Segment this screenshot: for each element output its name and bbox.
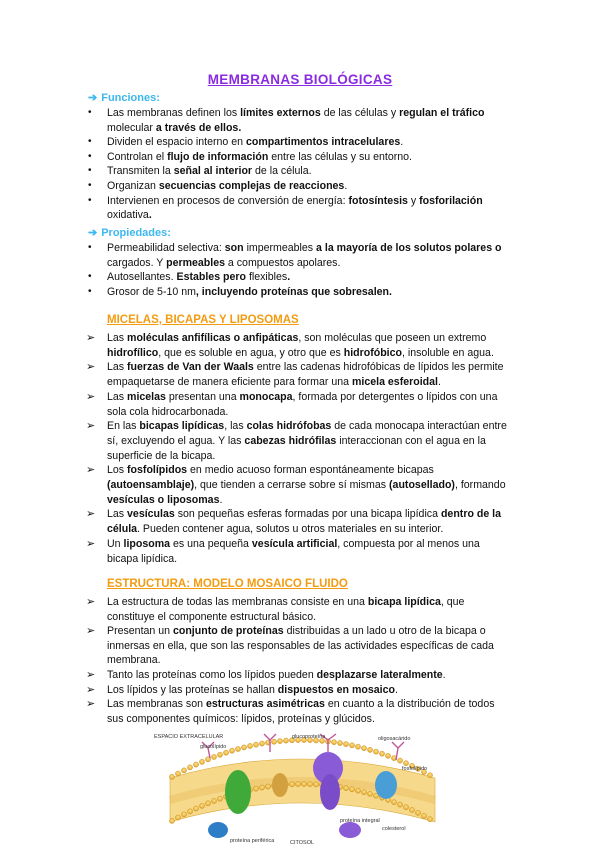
text-run: empaquetarse de manera eficiente para formar una	[107, 376, 352, 389]
phospholipid-head	[259, 741, 264, 746]
phospholipid-head	[289, 782, 294, 787]
text-run: Los	[107, 464, 128, 477]
text-run: Tanto las proteínas como los lípidos pueden	[107, 669, 317, 681]
cytosol-label: CITOSOL	[290, 840, 315, 846]
arrow-bullet-icon: ➢	[86, 332, 96, 344]
text-run: Las membranas definen los	[107, 107, 241, 119]
text-run: , formada por detergentes o lípidos con una	[292, 390, 498, 403]
text-run: .	[442, 669, 446, 681]
text-line	[107, 653, 161, 667]
phospholipid-head	[217, 796, 222, 801]
text-run: flexibles	[248, 271, 288, 284]
phospholipid-head	[367, 747, 372, 752]
bold-text: moléculas anfifílicas o anfipáticas	[127, 332, 299, 344]
text-run: , que	[440, 596, 465, 608]
bullet-icon: •	[88, 136, 92, 148]
bold-text: .	[148, 209, 152, 222]
bold-text: flujo de información	[167, 150, 269, 163]
phospholipid-head	[409, 807, 414, 812]
phospholipid-head	[169, 818, 174, 823]
phospholipid-head	[169, 774, 174, 779]
phospholipid-head	[385, 753, 390, 758]
phospholipid-head	[343, 741, 348, 746]
phospholipid-head	[187, 809, 192, 814]
text-line	[107, 639, 494, 653]
text-line	[107, 712, 375, 726]
text-run: Presentan un	[107, 625, 173, 638]
text-run: de cada monocapa interactúan entre	[331, 420, 507, 433]
text-run: Las	[107, 361, 128, 374]
arrow-right-icon: ➔	[88, 227, 98, 239]
text-run: , formando	[454, 479, 506, 491]
phospholipid-head	[415, 810, 420, 815]
bold-text: hidrofóbico	[343, 346, 402, 359]
phospholipid-head	[355, 788, 360, 793]
text-run: La estructura de todas las membranas consiste en una	[107, 596, 368, 608]
text-run: , las	[224, 420, 247, 433]
phospholipid-head	[253, 742, 258, 747]
phospholipid-head	[175, 771, 180, 776]
bold-text: fosfolípidos	[127, 464, 188, 477]
bold-text: bicapas lipídicas	[139, 420, 225, 433]
arrow-bullet-icon: ➢	[86, 361, 96, 374]
text-run: en medio acuoso forman espontáneamente bicapas	[187, 464, 434, 477]
bold-text: conjunto de proteínas	[172, 625, 284, 638]
text-line	[107, 150, 412, 164]
arrow-bullet-icon: ➢	[86, 390, 96, 403]
phospholipid-head	[211, 798, 216, 803]
text-run: Las	[107, 332, 128, 344]
phospholipid-head	[199, 803, 204, 808]
integral-protein-blue	[375, 771, 397, 799]
text-line	[107, 419, 507, 433]
figure-label: fosfolípido	[402, 766, 428, 772]
text-line	[107, 106, 484, 120]
text-run: interaccionan con el agua en la	[336, 434, 486, 447]
text-run: inmersas en ella, que son las responsables de las actividades específicas de cada	[107, 639, 494, 652]
subsection-heading-micelas: MICELAS, BICAPAS Y LIPOSOMAS	[107, 314, 299, 326]
text-run: , que tienden a cerrarse sobre sí mismas	[194, 479, 390, 491]
bold-text: (autoensamblaje)	[107, 479, 195, 491]
phospholipid-head	[187, 765, 192, 770]
arrow-bullet-icon: ➢	[86, 464, 96, 477]
figure-label: colesterol	[382, 826, 406, 832]
text-line	[107, 135, 403, 149]
text-line	[107, 360, 504, 374]
figure-label: glucoproteína	[292, 734, 326, 740]
bold-text: micelas	[127, 390, 166, 403]
bold-text: micela esferoidal	[351, 376, 438, 389]
phospholipid-head	[361, 746, 366, 751]
arrow-bullet-icon: ➢	[86, 625, 96, 638]
phospholipid-head	[349, 743, 354, 748]
extracellular-label: ESPACIO EXTRACELULAR	[154, 734, 224, 740]
peripheral-protein-violet	[339, 822, 361, 838]
bold-text: célula	[107, 523, 138, 536]
text-line	[107, 194, 483, 208]
text-run: .	[400, 136, 404, 149]
bold-text: a la mayoría de los solutos polares o	[313, 242, 502, 254]
bold-text: son	[221, 242, 247, 254]
text-run: es una pequeña	[170, 537, 252, 550]
bold-text: vesículas	[127, 508, 175, 521]
figure-label: glucolípido	[200, 744, 227, 750]
bullet-icon: •	[88, 271, 92, 283]
text-run: constituye el componente estructural básico.	[107, 610, 317, 623]
bold-text: vesícula artificial	[251, 537, 338, 550]
text-run: son pequeñas esferas formadas por una bicapa lipídica	[174, 508, 441, 521]
phospholipid-head	[373, 749, 378, 754]
text-run: impermeables	[246, 242, 314, 254]
phospholipid-head	[235, 746, 240, 751]
text-run: a compuestos apolares.	[224, 256, 341, 269]
text-run: Las	[107, 508, 128, 521]
text-line	[107, 434, 486, 448]
text-run: Dividen el espacio interno en	[107, 136, 246, 149]
text-run: .	[394, 683, 398, 696]
text-run: , son moléculas que poseen un extremo	[298, 332, 487, 344]
text-run: Permeabilidad selectiva:	[107, 242, 222, 254]
figure-label: proteína periférica	[230, 838, 275, 844]
arrow-bullet-icon: ➢	[86, 596, 96, 608]
bold-text: (autosellado)	[389, 479, 455, 491]
text-line	[107, 595, 464, 609]
section-label: Propiedades:	[101, 227, 171, 239]
phospholipid-head	[205, 801, 210, 806]
bold-text: permeables	[166, 256, 225, 269]
text-line	[107, 507, 501, 521]
cholesterol-shape	[272, 773, 288, 797]
text-run: de la célula.	[252, 165, 312, 178]
peripheral-protein-blue	[208, 822, 228, 838]
bold-text: regulan el tráfico	[399, 107, 485, 119]
bullet-icon: •	[88, 194, 92, 206]
bold-text: , incluyendo proteínas que sobresalen.	[195, 285, 392, 298]
phospholipid-head	[343, 785, 348, 790]
bold-text: dentro de la	[440, 508, 501, 521]
text-run: sus componentes químicos: lípidos, proteínas y glúcidos.	[107, 712, 375, 725]
text-line	[107, 624, 486, 638]
text-run: cargados. Y	[107, 256, 167, 269]
phospholipid-head	[211, 754, 216, 759]
text-run: Las	[107, 390, 128, 403]
phospholipid-head	[367, 791, 372, 796]
phospholipid-head	[313, 782, 318, 787]
text-run: entre las células y su entorno.	[268, 150, 412, 163]
bold-text: .	[287, 271, 291, 284]
text-run: , insoluble en agua.	[402, 346, 494, 359]
text-run: .	[219, 493, 223, 506]
text-line	[107, 208, 152, 222]
text-run: Un	[107, 537, 124, 550]
bold-text: secuencias complejas de reacciones	[158, 180, 345, 192]
arrow-right-icon: ➔	[88, 92, 98, 104]
phospholipid-head	[265, 784, 270, 789]
phospholipid-head	[391, 800, 396, 805]
text-line	[107, 285, 392, 299]
text-line	[107, 610, 316, 624]
section-heading-funciones	[88, 91, 160, 104]
text-run: En las	[107, 420, 140, 433]
phospholipid-head	[259, 785, 264, 790]
phospholipid-head	[337, 740, 342, 745]
arrow-bullet-icon: ➢	[86, 420, 96, 433]
bullet-icon: •	[88, 107, 92, 118]
arrow-bullet-icon: ➢	[86, 683, 96, 696]
bold-text: límites externos	[240, 107, 321, 119]
text-run: .	[344, 180, 348, 192]
text-run: Las membranas son	[107, 698, 206, 711]
phospholipid-head	[277, 738, 282, 743]
bold-text: Estables pero	[173, 271, 249, 284]
phospholipid-head	[295, 781, 300, 786]
phospholipid-head	[301, 781, 306, 786]
phospholipid-head	[427, 817, 432, 822]
text-line	[107, 683, 398, 697]
phospholipid-head	[283, 738, 288, 743]
phospholipid-head	[361, 790, 366, 795]
text-line	[107, 522, 443, 536]
text-run: presentan una	[165, 390, 240, 403]
text-run: Intervienen en procesos de conversión de energía:	[107, 194, 349, 207]
text-line	[107, 375, 441, 389]
bullet-icon: •	[88, 180, 92, 191]
phospholipid-head	[193, 806, 198, 811]
phospholipid-head	[223, 750, 228, 755]
text-run: .	[437, 376, 441, 389]
section-label: Funciones:	[101, 92, 160, 104]
phospholipid-head	[403, 761, 408, 766]
text-run: Autosellantes.	[107, 271, 174, 284]
bold-text: hidrofílico	[107, 346, 159, 359]
text-run: oxidativa	[107, 209, 149, 222]
figure-label: proteína integral	[340, 818, 380, 824]
phospholipid-head	[229, 748, 234, 753]
text-line	[107, 463, 434, 477]
phospholipid-head	[379, 751, 384, 756]
text-run: Los lípidos y las proteínas se hallan	[107, 683, 278, 696]
text-run: , que es soluble en agua, y otro que es	[158, 346, 344, 359]
text-run: . Pueden contener agua, solutos u otros materiales en su interior.	[137, 523, 444, 536]
phospholipid-head	[397, 802, 402, 807]
text-run: y	[407, 194, 420, 207]
arrow-bullet-icon: ➢	[86, 508, 96, 521]
phospholipid-head	[199, 759, 204, 764]
bold-text: fotosíntesis	[348, 194, 408, 207]
text-run: Controlan el	[107, 150, 168, 163]
bullet-icon: •	[88, 285, 92, 297]
text-line	[107, 697, 495, 711]
text-line	[107, 346, 494, 360]
text-line	[107, 478, 506, 492]
phospholipid-head	[193, 762, 198, 767]
figure-label: oligosacárido	[378, 736, 411, 742]
phospholipid-head	[331, 740, 336, 745]
text-line	[107, 537, 480, 551]
text-run: de las células y	[320, 107, 400, 119]
text-line	[107, 552, 177, 566]
section-heading-propiedades	[88, 226, 171, 239]
integral-protein-green	[225, 770, 251, 814]
text-line	[107, 405, 228, 419]
text-run: Organizan	[107, 180, 159, 192]
subsection-heading-estructura: ESTRUCTURA: MODELO MOSAICO FLUIDO	[107, 578, 348, 590]
page-title: MEMBRANAS BIOLÓGICAS	[207, 72, 393, 87]
text-run: sí, excluyendo el agua. Y las	[107, 434, 245, 447]
arrow-bullet-icon: ➢	[86, 669, 96, 681]
bold-text: colas hidrófobas	[246, 420, 332, 433]
text-line	[107, 179, 347, 193]
phospholipid-head	[181, 812, 186, 817]
bold-text: bicapa lipídica	[367, 596, 441, 608]
bold-text: a través de ellos.	[152, 121, 242, 134]
text-run: molecular	[107, 121, 153, 134]
bold-text: desplazarse lateralmente	[316, 669, 443, 681]
bold-text: vesículas o liposomas	[107, 493, 220, 506]
text-run: distribuidas a un lado u otro de la bicapa o	[283, 625, 486, 638]
text-line	[107, 449, 215, 463]
text-line	[107, 668, 446, 682]
phospholipid-head	[181, 768, 186, 773]
text-run: , compuesta por al menos una	[337, 537, 480, 550]
phospholipid-head	[355, 744, 360, 749]
phospholipid-head	[271, 739, 276, 744]
bullet-icon: •	[88, 165, 92, 177]
bullet-icon: •	[88, 150, 92, 162]
phospholipid-head	[175, 815, 180, 820]
bold-text: estructuras asimétricas	[205, 698, 325, 711]
text-run: bicapa lipídica.	[107, 552, 178, 565]
arrow-bullet-icon: ➢	[86, 698, 96, 711]
phospholipid-head	[217, 752, 222, 757]
text-run: Grosor de 5-10 nm	[107, 285, 196, 298]
text-line	[107, 241, 502, 255]
text-line	[107, 270, 290, 284]
text-line	[107, 164, 312, 178]
bold-text: compartimentos intracelulares	[245, 136, 401, 149]
text-run: Transmiten la	[107, 165, 174, 178]
text-run: superficie de la bicapa.	[107, 449, 216, 462]
phospholipid-head	[349, 787, 354, 792]
phospholipid-head	[241, 745, 246, 750]
phospholipid-head	[427, 773, 432, 778]
bold-text: fosforilación	[419, 194, 483, 207]
phospholipid-head	[421, 813, 426, 818]
phospholipid-head	[397, 758, 402, 763]
bullet-icon: •	[88, 242, 92, 253]
bold-text: señal al interior	[173, 165, 253, 178]
bold-text: cabezas hidrófilas	[244, 434, 337, 447]
bold-text: liposoma	[123, 537, 171, 550]
text-line	[107, 256, 340, 270]
text-run: en cuanto a la distribución de todos	[324, 698, 495, 711]
bold-text: dispuestos en mosaico	[277, 683, 395, 696]
fluid-mosaic-figure	[150, 730, 450, 848]
text-run: sola cola hidrocarbonada.	[107, 405, 229, 418]
phospholipid-head	[253, 786, 258, 791]
text-run: entre las cadenas hidrofóbicas de lípidos les permite	[253, 361, 504, 374]
phospholipid-head	[307, 782, 312, 787]
bold-text: fuerzas de Van der Waals	[127, 361, 254, 374]
arrow-bullet-icon: ➢	[86, 537, 96, 550]
phospholipid-head	[403, 805, 408, 810]
bold-text: monocapa	[239, 390, 293, 403]
text-line	[107, 121, 241, 135]
text-line	[107, 390, 497, 404]
text-run: membrana.	[107, 654, 161, 667]
text-line	[107, 493, 222, 507]
integral-protein-purple	[320, 774, 340, 810]
phospholipid-head	[247, 743, 252, 748]
text-line	[107, 331, 486, 345]
